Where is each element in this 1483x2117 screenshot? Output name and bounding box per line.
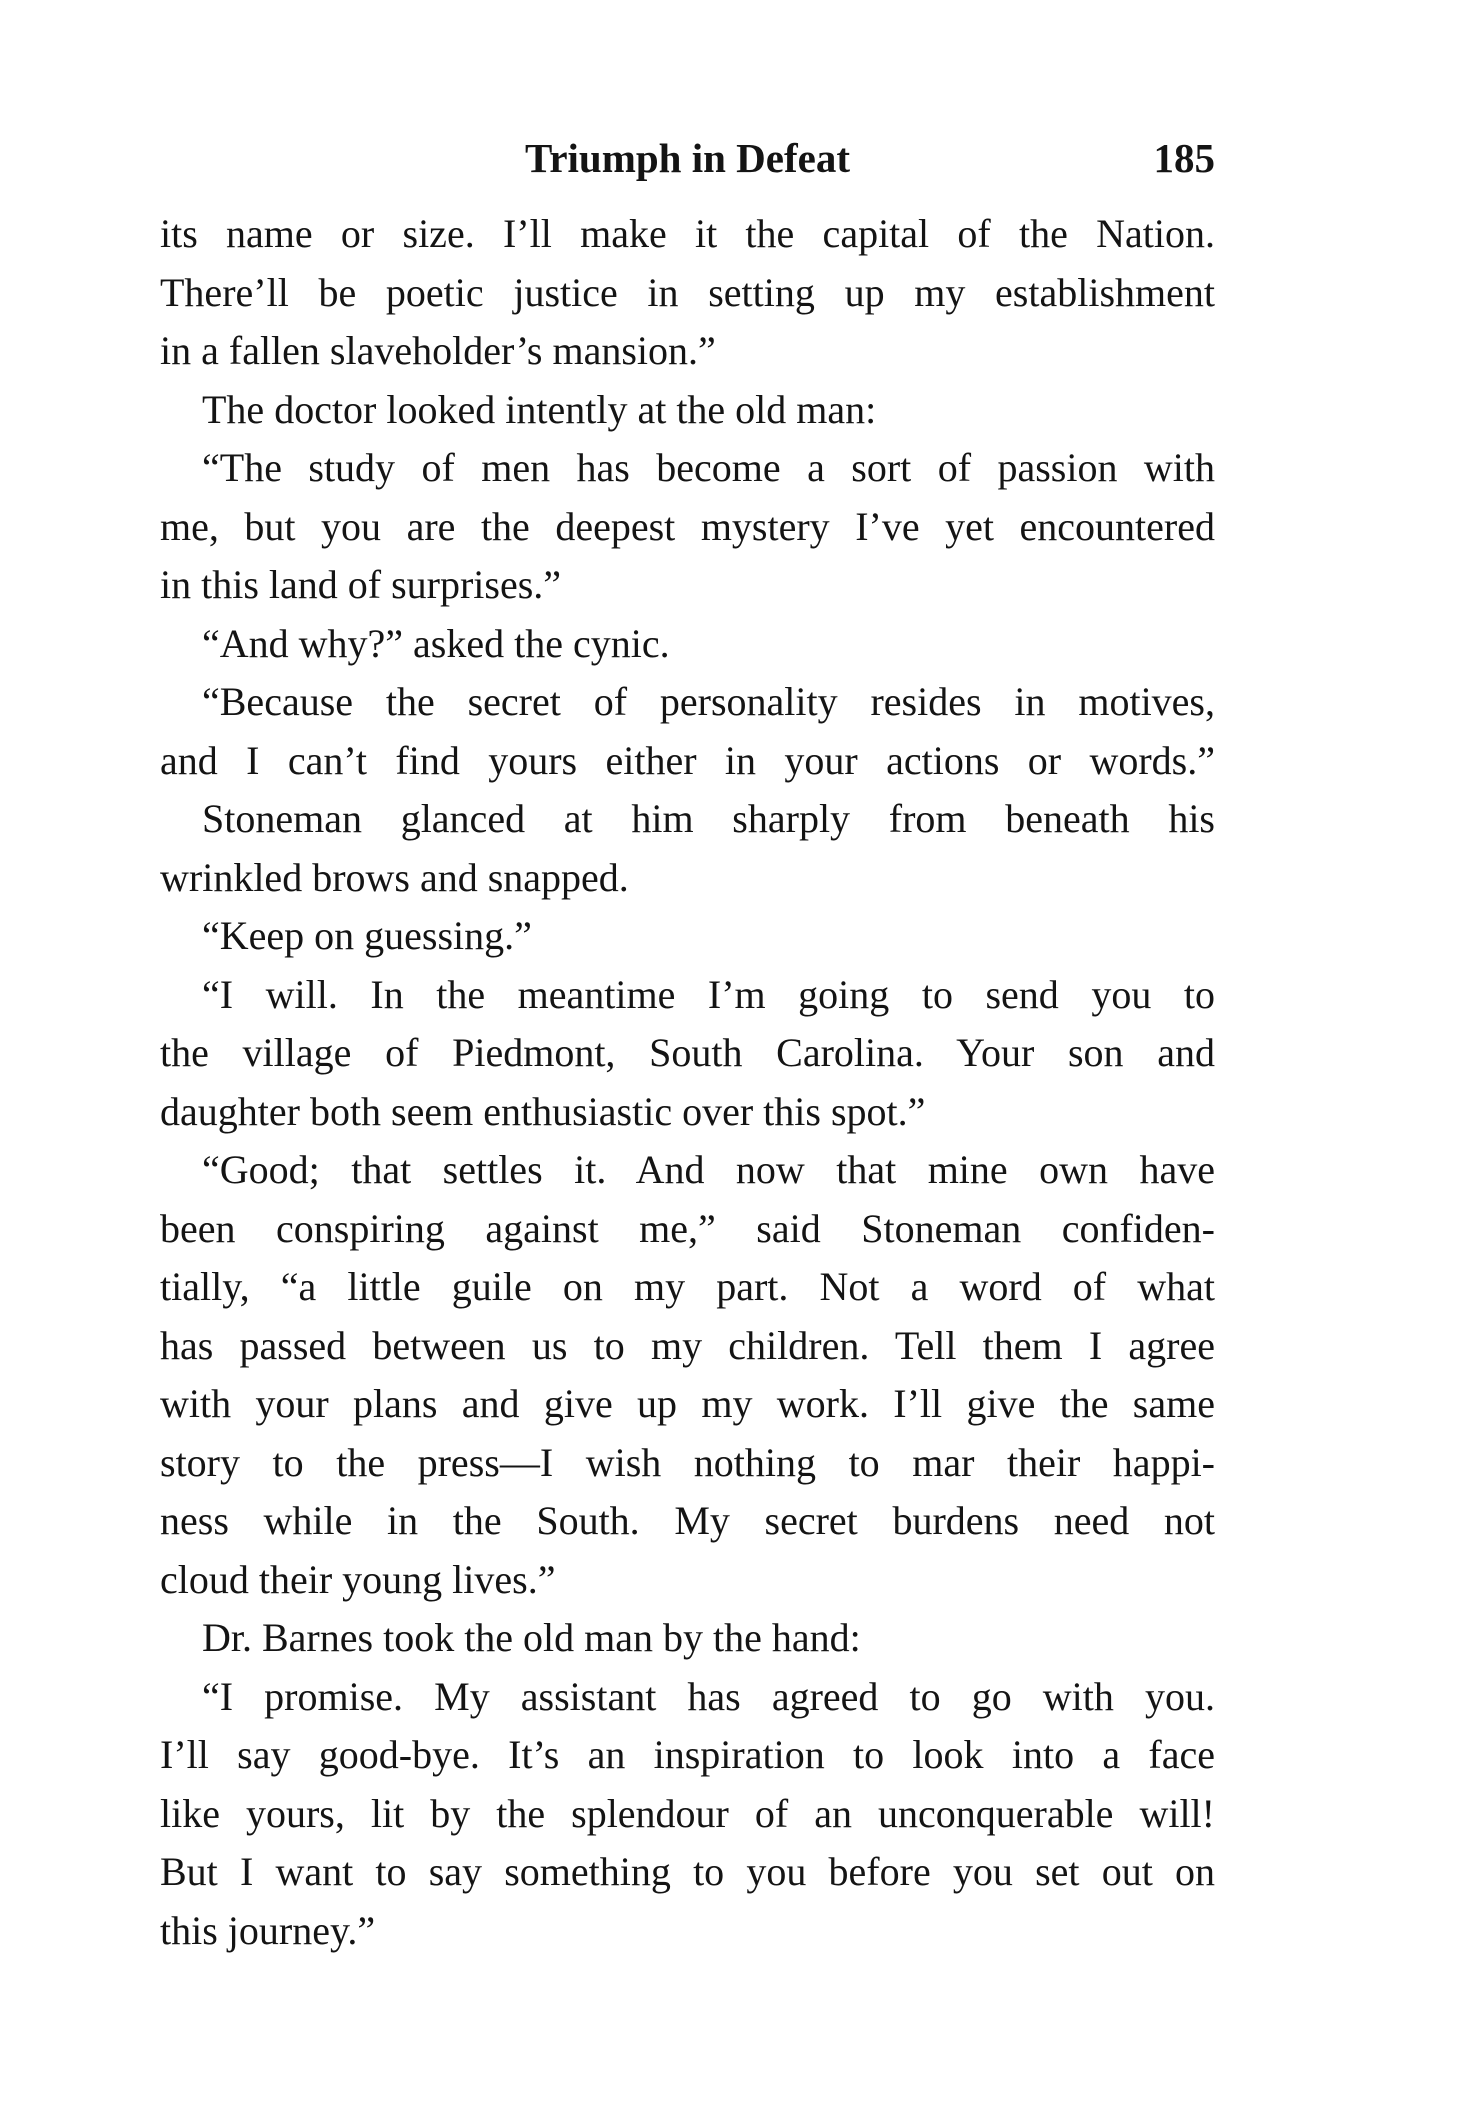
text-line: The doctor looked intently at the old man: bbox=[202, 386, 877, 432]
text-line: But I want to say something to you before you set out on bbox=[160, 1849, 1215, 1894]
text-line: Stoneman glanced at him sharply from beneath his bbox=[202, 796, 1215, 841]
body-text bbox=[160, 205, 1215, 1960]
text-line: been conspiring against me,” said Stoneman confiden- bbox=[160, 1205, 1215, 1251]
text-line: and I can’t find yours either in your actions or words.” bbox=[160, 737, 1215, 783]
text-line: story to the press—I wish nothing to mar their happi- bbox=[160, 1439, 1215, 1485]
text-line: I’ll say good-bye. It’s an inspiration to look into a face bbox=[160, 1732, 1215, 1777]
text-line: like yours, lit by the splendour of an unconquerable will! bbox=[160, 1790, 1215, 1836]
running-title: Triumph in Defeat bbox=[525, 135, 850, 181]
text-line: me, but you are the deepest mystery I’ve yet encountered bbox=[160, 503, 1215, 549]
text-line: “Keep on guessing.” bbox=[202, 913, 532, 958]
text-line: Dr. Barnes took the old man by the hand: bbox=[202, 1615, 861, 1660]
text-line: “I will. In the meantime I’m going to send you to bbox=[202, 971, 1215, 1017]
text-line: cloud their young lives.” bbox=[160, 1556, 556, 1602]
page-number: 185 bbox=[1153, 135, 1215, 181]
text-line: “And why?” asked the cynic. bbox=[202, 620, 670, 666]
text-line: “Good; that settles it. And now that mine own have bbox=[202, 1147, 1215, 1192]
text-line: wrinkled brows and snapped. bbox=[160, 854, 629, 900]
text-line: its name or size. I’ll make it the capital of the Nation. bbox=[160, 211, 1215, 256]
text-line: with your plans and give up my work. I’ll give the same bbox=[160, 1381, 1215, 1426]
text-line: ness while in the South. My secret burdens need not bbox=[160, 1498, 1215, 1543]
text-line: “The study of men has become a sort of passion with bbox=[202, 445, 1215, 490]
text-line: “Because the secret of personality resides in motives, bbox=[202, 679, 1215, 724]
text-line: in this land of surprises.” bbox=[160, 562, 562, 607]
text-line: “I promise. My assistant has agreed to go with you. bbox=[202, 1673, 1215, 1719]
text-line: has passed between us to my children. Tell them I agree bbox=[160, 1322, 1215, 1368]
text-line: tially, “a little guile on my part. Not a word of what bbox=[160, 1264, 1215, 1309]
text-line: daughter both seem enthusiastic over this spot.” bbox=[160, 1088, 926, 1134]
text-line: in a fallen slaveholder’s mansion.” bbox=[160, 328, 716, 373]
text-line: this journey.” bbox=[160, 1907, 376, 1953]
running-head bbox=[160, 128, 1215, 188]
text-line: There’ll be poetic justice in setting up my establishment bbox=[160, 269, 1215, 315]
text-line: the village of Piedmont, South Carolina. Your son and bbox=[160, 1030, 1215, 1075]
